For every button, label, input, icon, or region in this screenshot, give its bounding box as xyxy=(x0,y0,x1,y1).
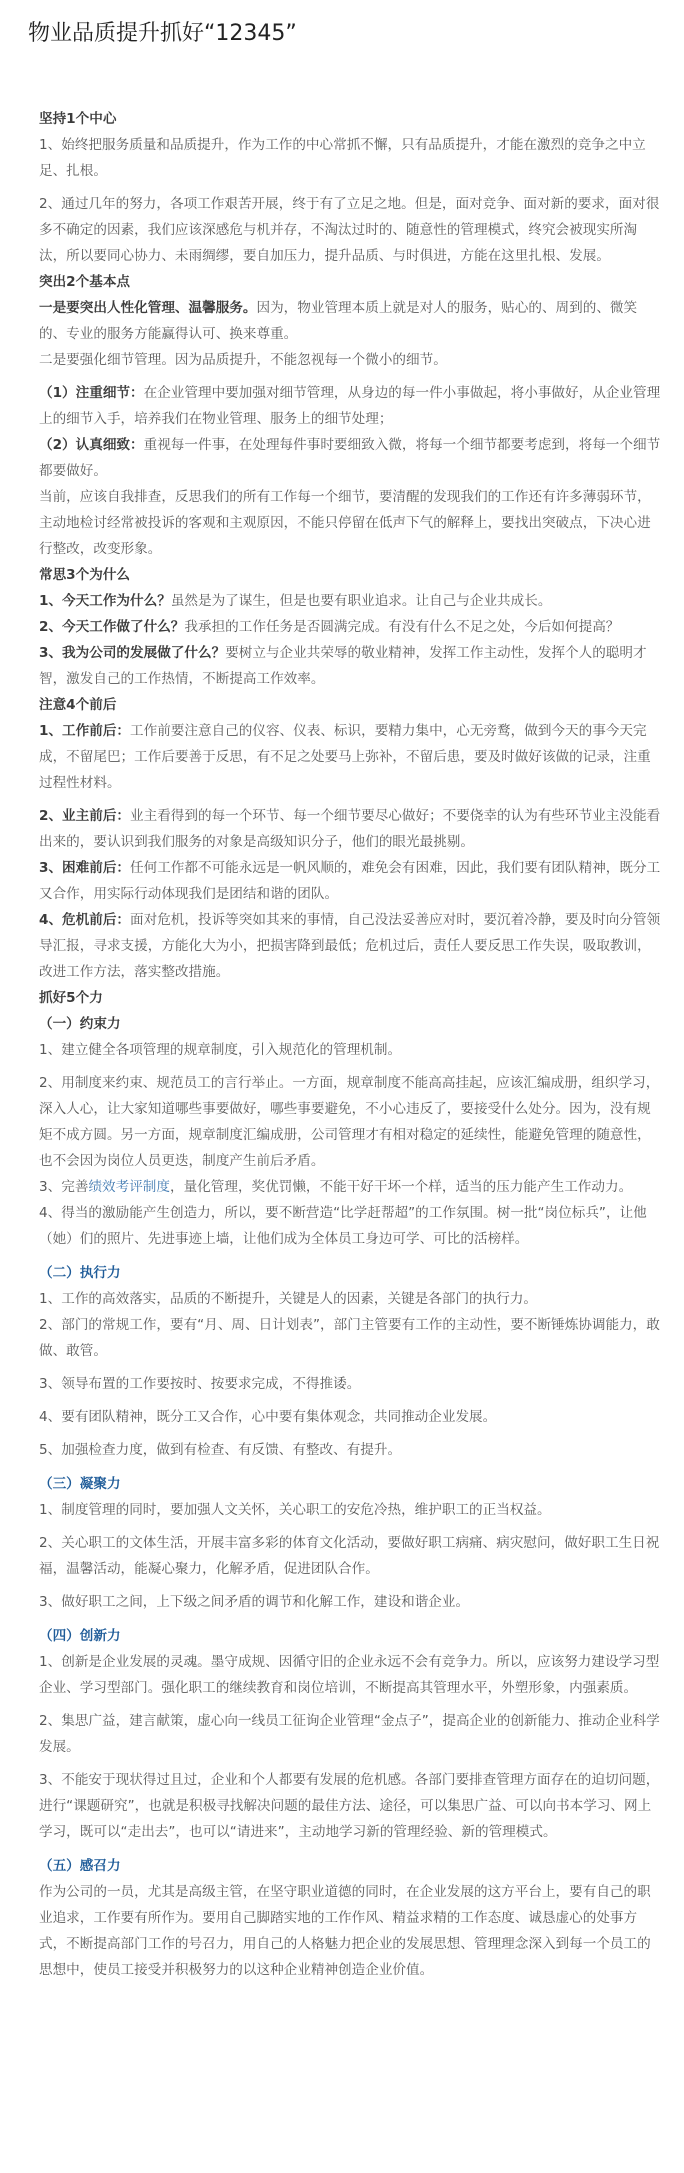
body-text: 我承担的工作任务是否圆满完成。有没有什么不足之处，今后如何提高？ xyxy=(184,619,620,635)
section-heading-4: 注意4个前后 xyxy=(39,697,117,713)
paragraph: 5、加强检查力度，做到有检查、有反馈、有整改、有提升。 xyxy=(39,1442,402,1458)
subsection-heading-4: （四）创新力 xyxy=(39,1628,121,1644)
body-text: 工作前要注意自己的仪容、仪表、标识，要精力集中，心无旁鹜，做到今天的事今天完成，不留尾巴；工作后要善于反思，有不足之处要马上弥补，不留后患，要及时做好该做的记录，注重过程性材料。 xyxy=(39,723,651,791)
lead-text: 3、我为公司的发展做了什么？ xyxy=(39,645,226,661)
lead-text: （1）注重细节： xyxy=(39,385,144,401)
paragraph xyxy=(39,803,663,855)
lead-text: 4、危机前后： xyxy=(39,912,131,928)
body-text: 重视每一件事，在处理每件事时要细致入微，将每一个细节都要考虑到，将每一个细节都要做好。 xyxy=(39,437,661,479)
paragraph: 2、关心职工的文体生活，开展丰富多彩的体育文化活动，要做好职工病痛、病灾慰问，做好职工生日祝福，温馨活动，能凝心聚力，化解矛盾，促进团队合作。 xyxy=(39,1535,660,1577)
lead-text: （2）认真细致： xyxy=(39,437,144,453)
paragraph: 二是要强化细节管理。因为品质提升，不能忽视每一个微小的细节。 xyxy=(39,352,447,368)
section-heading-5: 抓好5个力 xyxy=(39,990,103,1006)
paragraph xyxy=(39,640,663,692)
section-heading-2: 突出2个基本点 xyxy=(39,274,131,290)
body-text: 业主看得到的每一个环节、每一个细节要尽心做好；不要侥幸的认为有些环节业主没能看出来的，要认识到我们服务的对象是高级知识分子，他们的眼光最挑剔。 xyxy=(39,808,661,850)
paragraph xyxy=(39,432,663,484)
paragraph: 2、集思广益，建言献策，虚心向一线员工征询企业管理“金点子”，提高企业的创新能力、推动企业科学发展。 xyxy=(39,1713,660,1755)
paragraph: 3、领导布置的工作要按时、按要求完成，不得推诿。 xyxy=(39,1376,361,1392)
subsection-heading-1: （一）约束力 xyxy=(39,1016,121,1032)
paragraph xyxy=(39,907,663,985)
subsection-heading-2: （二）执行力 xyxy=(39,1265,121,1281)
paragraph xyxy=(39,380,663,432)
paragraph: 3、不能安于现状得过且过，企业和个人都要有发展的危机感。各部门要排查管理方面存在的迫切问题，进行“课题研究”，也就是积极寻找解决问题的最佳方法、途径，可以集思广益、可以向书本学习、网上学习，既可以“走出去”，也可以“请进来”，主动地学习新的管理经验、新的管理模式。 xyxy=(39,1772,660,1840)
body-text: 面对危机，投诉等突如其来的事情，自己没法妥善应对时，要沉着冷静，要及时向分管领导汇报，寻求支援，方能化大为小，把损害降到最低；危机过后，责任人要反思工作失误，吸取教训，改进工作方法，落实整改措施。 xyxy=(39,912,661,980)
paragraph: 1、制度管理的同时，要加强人文关怀，关心职工的安危冷热，维护职工的正当权益。 xyxy=(39,1502,551,1518)
body-text: ，量化管理，奖优罚懒，不能干好干坏一个样，适当的压力能产生工作动力。 xyxy=(170,1179,633,1195)
paragraph xyxy=(39,1174,663,1200)
lead-text: 2、业主前后： xyxy=(39,808,131,824)
paragraph: 当前，应该自我排查，反思我们的所有工作每一个细节，要清醒的发现我们的工作还有许多薄弱环节，主动地检讨经常被投诉的客观和主观原因，不能只停留在低声下气的解释上，要找出突破点，下决心进行整改，改变形象。 xyxy=(39,489,651,557)
lead-text: 1、今天工作为什么？ xyxy=(39,593,171,609)
lead-text: 3、困难前后： xyxy=(39,860,131,876)
paragraph xyxy=(39,718,663,796)
paragraph: 1、建立健全各项管理的规章制度，引入规范化的管理机制。 xyxy=(39,1042,402,1058)
body-text: 在企业管理中要加强对细节管理，从身边的每一件小事做起，将小事做好，从企业管理上的细节入手，培养我们在物业管理、服务上的细节处理； xyxy=(39,385,661,427)
section-heading-1: 坚持1个中心 xyxy=(39,111,117,127)
paragraph: 2、部门的常规工作，要有“月、周、日计划表”，部门主管要有工作的主动性，要不断锤炼协调能力，敢做、敢管。 xyxy=(39,1317,660,1359)
paragraph: 3、做好职工之间，上下级之间矛盾的调节和化解工作，建设和谐企业。 xyxy=(39,1594,470,1610)
paragraph: 2、用制度来约束、规范员工的言行举止。一方面，规章制度不能高高挂起，应该汇编成册，组织学习，深入人心，让大家知道哪些事要做好，哪些事要避免，不小心违反了，要接受什么处分。因为，没有规矩不成方圆。另一方面，规章制度汇编成册，公司管理才有相对稳定的延续性，能避免管理的随意性，也不会因为岗位人员更迭，制度产生前后矛盾。 xyxy=(39,1075,660,1169)
paragraph xyxy=(39,295,663,347)
article-title: 物业品质提升抓好“12345” xyxy=(28,21,297,46)
paragraph: 4、得当的激励能产生创造力，所以，要不断营造“比学赶帮超”的工作氛围。树一批“岗位标兵”，让他（她）们的照片、先进事迹上墙，让他们成为全体员工身边可学、可比的活榜样。 xyxy=(39,1205,647,1247)
lead-text: 2、今天工作做了什么？ xyxy=(39,619,185,635)
paragraph xyxy=(39,588,663,614)
section-heading-3: 常思3个为什么 xyxy=(39,567,131,583)
body-text: 因为，物业管理本质上就是对人的服务，贴心的、周到的、微笑的、专业的服务方能赢得认可、换来尊重。 xyxy=(39,300,638,342)
lead-text: 一是要突出人性化管理、温馨服务。 xyxy=(39,300,257,316)
body-text: 任何工作都不可能永远是一帆风顺的，难免会有困难，因此，我们要有团队精神，既分工又合作，用实际行动体现我们是团结和谐的团队。 xyxy=(39,860,661,902)
paragraph: 作为公司的一员，尤其是高级主管，在坚守职业道德的同时，在企业发展的这方平台上，要有自己的职业追求，工作要有所作为。要用自己脚踏实地的工作作风、精益求精的工作态度、诚恳虚心的处事方式，不断提高部门工作的号召力，用自己的人格魅力把企业的发展思想、管理理念深入到每一个员工的思想中，使员工接受并积极努力的以这种企业精神创造企业价值。 xyxy=(39,1884,651,1978)
paragraph: 4、要有团队精神，既分工又合作，心中要有集体观念，共同推动企业发展。 xyxy=(39,1409,497,1425)
paragraph xyxy=(39,855,663,907)
body-text: 3、完善 xyxy=(39,1179,89,1195)
paragraph: 1、始终把服务质量和品质提升，作为工作的中心常抓不懈，只有品质提升，才能在激烈的竞争之中立足、扎根。 xyxy=(39,137,646,179)
article-body xyxy=(39,106,663,1983)
subsection-heading-5: （五）感召力 xyxy=(39,1858,121,1874)
body-text: 虽然是为了谋生，但是也要有职业追求。让自己与企业共成长。 xyxy=(170,593,552,609)
body-text: 要树立与企业共荣辱的敬业精神，发挥工作主动性，发挥个人的聪明才智，激发自己的工作热情，不断提高工作效率。 xyxy=(39,645,647,687)
paragraph: 1、工作的高效落实，品质的不断提升，关键是人的因素，关键是各部门的执行力。 xyxy=(39,1291,538,1307)
paragraph: 2、通过几年的努力，各项工作艰苦开展，终于有了立足之地。但是，面对竞争、面对新的要求，面对很多不确定的因素，我们应该深感危与机并存，不淘汰过时的、随意性的管理模式，终究会被现实所淘汰，所以要同心协力、未雨绸缪，要自加压力，提升品质、与时俱进，方能在这里扎根、发展。 xyxy=(39,196,660,264)
lead-text: 1、工作前后： xyxy=(39,723,131,739)
paragraph: 1、创新是企业发展的灵魂。墨守成规、因循守旧的企业永远不会有竞争力。所以，应该努力建设学习型企业、学习型部门。强化职工的继续教育和岗位培训，不断提高其管理水平，外塑形象，内强素质。 xyxy=(39,1654,660,1696)
paragraph xyxy=(39,614,663,640)
performance-review-link[interactable]: 绩效考评制度 xyxy=(88,1179,170,1195)
subsection-heading-3: （三）凝聚力 xyxy=(39,1476,121,1492)
